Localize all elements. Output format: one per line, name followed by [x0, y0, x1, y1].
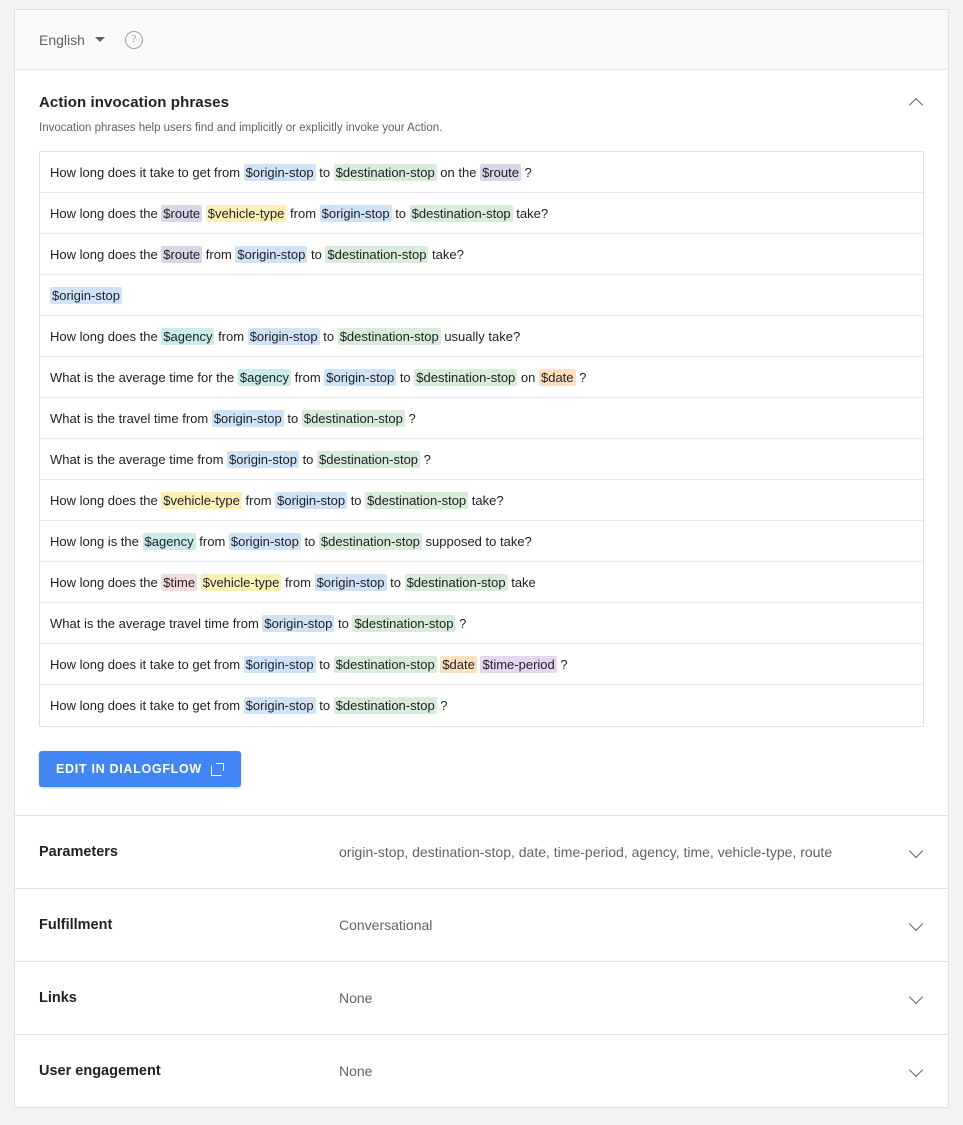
phrase-text: to	[391, 205, 410, 221]
phrase-parameter-token[interactable]: $origin-stop	[52, 287, 120, 303]
phrase-text: from	[195, 533, 229, 549]
action-settings-card	[14, 9, 949, 1108]
edit-in-dialogflow-label: EDIT IN DIALOGFLOW	[56, 762, 202, 776]
section-value: origin-stop, destination-stop, date, time-period, agency, time, vehicle-type, route	[339, 844, 833, 860]
phrase-text: take?	[428, 246, 464, 262]
phrase-parameter-token[interactable]: $origin-stop	[326, 369, 395, 385]
invocation-subtitle: Invocation phrases help users find and implicitly or explicitly invoke your Action.	[39, 122, 443, 134]
phrase-parameter-token[interactable]: $destination-stop	[320, 533, 420, 549]
section-row-links[interactable]	[15, 961, 948, 1034]
phrase-text: ?	[436, 698, 448, 713]
phrase-parameter-token[interactable]: $origin-stop	[245, 698, 314, 713]
phrase-parameter-token[interactable]: $agency	[239, 369, 290, 385]
phrase-parameter-token[interactable]: $destination-stop	[354, 615, 454, 631]
phrase-text: ?	[455, 615, 467, 631]
phrase-parameter-token[interactable]: $vehicle-type	[202, 574, 280, 590]
phrase-text: from	[214, 328, 248, 344]
section-label: Fulfillment	[39, 917, 113, 933]
section-row-fulfillment[interactable]	[15, 888, 948, 961]
phrase-parameter-token[interactable]: $route	[482, 164, 519, 180]
invocation-phrase-row[interactable]	[40, 685, 923, 726]
invocation-phrase-row[interactable]	[40, 398, 923, 439]
section-value: None	[339, 990, 373, 1006]
phrase-parameter-token[interactable]: $destination-stop	[319, 451, 419, 467]
invocation-phrase-row[interactable]	[40, 357, 923, 398]
invocation-phrase-row[interactable]	[40, 603, 923, 644]
phrase-parameter-token[interactable]: $destination-stop	[339, 328, 439, 344]
phrase-text: How long does it take to get from	[50, 698, 244, 713]
phrase-parameter-token[interactable]: $time-period	[482, 656, 555, 672]
phrase-text: take	[507, 574, 536, 590]
phrase-parameter-token[interactable]: $date	[540, 369, 574, 385]
phrase-parameter-token[interactable]: $agency	[163, 328, 213, 344]
phrase-text: take?	[468, 492, 504, 508]
chevron-down-icon[interactable]	[910, 993, 924, 1007]
invocation-phrase-row[interactable]	[40, 193, 923, 234]
external-link-icon	[211, 763, 224, 776]
phrase-parameter-token[interactable]: $origin-stop	[277, 492, 346, 508]
phrase-text: ?	[575, 369, 587, 385]
invocation-phrase-row[interactable]	[40, 152, 923, 193]
phrase-parameter-token[interactable]: $origin-stop	[264, 615, 333, 631]
phrase-text: from	[286, 205, 320, 221]
invocation-phrase-row[interactable]	[40, 480, 923, 521]
phrase-parameter-token[interactable]: $origin-stop	[213, 410, 282, 426]
chevron-down-icon[interactable]	[910, 1066, 924, 1080]
collapsed-sections	[15, 815, 948, 1107]
help-icon[interactable]: ?	[125, 31, 143, 49]
language-bar	[15, 10, 948, 70]
language-label: English	[39, 31, 85, 48]
phrase-text: How long does the	[50, 328, 162, 344]
phrase-text: What is the average time for the	[50, 369, 238, 385]
phrase-text: to	[347, 492, 366, 508]
phrase-text: on	[517, 369, 539, 385]
phrase-text: How long does the	[50, 492, 162, 508]
phrase-text: from	[281, 574, 315, 590]
invocation-phrase-row[interactable]	[40, 562, 923, 603]
invocation-phrase-row[interactable]	[40, 234, 923, 275]
chevron-down-icon[interactable]	[910, 847, 924, 861]
phrase-parameter-token[interactable]: $destination-stop	[327, 246, 427, 262]
phrase-parameter-token[interactable]: $destination-stop	[416, 369, 516, 385]
phrase-parameter-token[interactable]: $destination-stop	[367, 492, 467, 508]
phrase-text: supposed to take?	[421, 533, 532, 549]
phrase-parameter-token[interactable]: $origin-stop	[229, 451, 297, 467]
section-label: Links	[39, 990, 77, 1006]
phrase-text: What is the travel time from	[50, 410, 212, 426]
phrase-parameter-token[interactable]: $origin-stop	[245, 656, 314, 672]
phrase-text: on the	[436, 164, 481, 180]
phrase-text: to	[319, 328, 338, 344]
phrase-parameter-token[interactable]: $route	[163, 205, 201, 221]
phrase-text: to	[283, 410, 302, 426]
phrase-parameter-token[interactable]: $route	[163, 246, 201, 262]
invocation-phrase-row[interactable]	[40, 316, 923, 357]
invocation-phrase-row[interactable]	[40, 439, 923, 480]
phrase-text: How long does it take to get from	[50, 656, 244, 672]
phrase-text: How long is the	[50, 533, 143, 549]
phrase-text: ?	[420, 451, 431, 467]
section-label: User engagement	[39, 1063, 161, 1079]
phrase-text: usually take?	[440, 328, 521, 344]
invocation-phrase-table	[39, 151, 924, 727]
phrase-text: How long does the	[50, 205, 162, 221]
phrase-parameter-token[interactable]: $date	[442, 656, 475, 672]
phrase-text: from	[241, 492, 276, 508]
phrase-text: to	[396, 369, 415, 385]
phrase-parameter-token[interactable]: $origin-stop	[249, 328, 318, 344]
section-value: None	[339, 1063, 373, 1079]
section-row-parameters[interactable]	[15, 815, 948, 888]
section-row-user-engagement[interactable]	[15, 1034, 948, 1107]
phrase-parameter-token[interactable]: $vehicle-type	[207, 205, 285, 221]
phrase-text: take?	[512, 205, 549, 221]
phrase-text: from	[202, 246, 236, 262]
phrase-text: How long does it take to get from	[50, 164, 244, 180]
phrase-text: to	[315, 656, 334, 672]
phrase-text: to	[307, 246, 326, 262]
phrase-text: to	[300, 533, 319, 549]
phrase-parameter-token[interactable]: $origin-stop	[245, 164, 314, 180]
phrase-text: How long does the	[50, 574, 162, 590]
phrase-text: What is the average travel time from	[50, 615, 263, 631]
invocation-phrase-row[interactable]	[40, 521, 923, 562]
phrase-parameter-token[interactable]: $destination-stop	[411, 205, 511, 221]
phrase-parameter-token[interactable]: $vehicle-type	[163, 492, 240, 508]
invocation-section	[15, 70, 948, 815]
language-selector[interactable]	[39, 32, 105, 48]
phrase-parameter-token[interactable]: $time	[163, 574, 196, 590]
phrase-parameter-token[interactable]: $origin-stop	[237, 246, 306, 262]
edit-in-dialogflow-button[interactable]	[39, 751, 241, 787]
phrase-text: What is the average time from	[50, 451, 228, 467]
phrase-parameter-token[interactable]: $destination-stop	[335, 164, 435, 180]
phrase-text: ?	[556, 656, 568, 672]
invocation-header	[39, 94, 924, 111]
invocation-phrase-row[interactable]	[40, 275, 923, 316]
phrase-text: to	[334, 615, 353, 631]
chevron-down-icon	[95, 37, 105, 42]
phrase-parameter-token[interactable]: $origin-stop	[321, 205, 390, 221]
phrase-text: to	[315, 698, 334, 713]
chevron-up-icon[interactable]	[910, 97, 924, 111]
phrase-text: to	[298, 451, 318, 467]
phrase-text: ?	[404, 410, 416, 426]
phrase-parameter-token[interactable]: $destination-stop	[303, 410, 403, 426]
phrase-text: ?	[520, 164, 532, 180]
section-label: Parameters	[39, 844, 118, 860]
section-value: Conversational	[339, 917, 433, 933]
phrase-parameter-token[interactable]: $destination-stop	[406, 574, 506, 590]
phrase-text: from	[291, 369, 325, 385]
phrase-text: How long does the	[50, 246, 162, 262]
phrase-parameter-token[interactable]: $origin-stop	[230, 533, 299, 549]
phrase-parameter-token[interactable]: $origin-stop	[316, 574, 385, 590]
chevron-down-icon[interactable]	[910, 920, 924, 934]
phrase-text: to	[315, 164, 334, 180]
phrase-parameter-token[interactable]: $destination-stop	[335, 656, 435, 672]
invocation-phrase-row[interactable]	[40, 644, 923, 685]
page-title: Action invocation phrases	[39, 94, 230, 111]
phrase-parameter-token[interactable]: $agency	[144, 533, 194, 549]
phrase-parameter-token[interactable]: $destination-stop	[335, 698, 435, 713]
phrase-text: to	[386, 574, 405, 590]
